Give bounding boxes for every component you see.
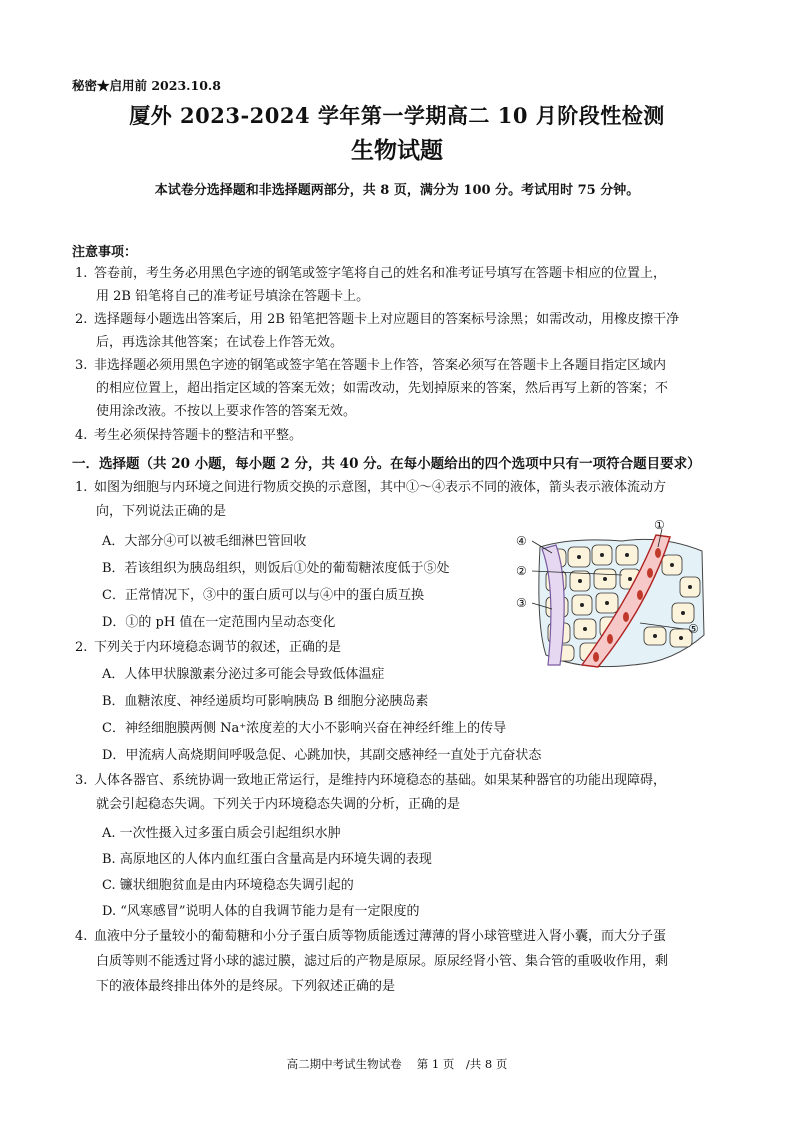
option-d: D．甲流病人高烧期间呼吸急促、心跳加快，其副交感神经一直处于亢奋状态 [102, 748, 542, 763]
notice-line: 考生必须保持答题卡的整洁和平整。 [94, 428, 303, 443]
notice-line: 后，再选涂其他答案；在试卷上作答无效。 [96, 335, 344, 350]
notice-number: 2. [75, 312, 88, 327]
option-a: A. 一次性摄入过多蛋白质会引起组织水肿 [102, 826, 341, 841]
tissue-diagram [512, 515, 708, 675]
question-stem: 向，下列说法正确的是 [96, 504, 227, 519]
question-stem: 白质等则不能透过肾小球的滤过膜，滤过后的产物是原尿。原尿经肾小管、集合管的重吸收作用，剩 [96, 954, 669, 969]
exam-intro: 本试卷分选择题和非选择题两部分，共 8 页，满分为 100 分。考试用时 75 分钟。 [154, 183, 640, 198]
notice-line: 选择题每小题选出答案后，用 2B 铅笔把答题卡上对应题目的答案标号涂黑；如需改动，用橡皮擦干净 [94, 312, 680, 327]
figure-label-1: ① [654, 518, 665, 532]
option-d: D. “风寒感冒”说明人体的自我调节能力是有一定限度的 [102, 904, 420, 919]
question-stem: 下的液体最终排出体外的是终尿。下列叙述正确的是 [96, 979, 396, 994]
question-number: 4. [75, 929, 88, 944]
option-b: B. 高原地区的人体内血红蛋白含量高是内环境失调的表现 [102, 852, 432, 867]
notice-line: 用 2B 铅笔将自己的准考证号填涂在答题卡上。 [96, 289, 370, 304]
exam-title: 厦外 2023-2024 学年第一学期高二 10 月阶段性检测 [129, 103, 665, 128]
question-number: 3. [75, 773, 88, 788]
option-d: D．①的 pH 值在一定范围内呈动态变化 [102, 615, 336, 630]
figure-label-3: ③ [516, 596, 527, 610]
option-a: A．人体甲状腺激素分泌过多可能会导致低体温症 [102, 667, 385, 682]
question-stem: 如图为细胞与内环境之间进行物质交换的示意图，其中①～④表示不同的液体，箭头表示液体流动方 [94, 480, 667, 495]
option-a: A．大部分④可以被毛细淋巴管回收 [102, 534, 307, 549]
figure-label-4: ④ [516, 534, 527, 548]
notice-number: 1. [75, 266, 88, 281]
notice-line: 非选择题必须用黑色字迹的钢笔或签字笔在答题卡上作答，答案必须写在答题卡上各题目指定区域内 [94, 358, 667, 373]
figure-label-2: ② [516, 564, 527, 578]
section-heading: 一．选择题（共 20 小题，每小题 2 分，共 40 分。在每小题给出的四个选项中只有一项符合题目要求） [72, 456, 701, 472]
exam-subtitle: 生物试题 [351, 137, 443, 164]
option-c: C．神经细胞膜两侧 Na⁺浓度差的大小不影响兴奋在神经纤维上的传导 [102, 721, 507, 736]
notice-line: 的相应位置上，超出指定区域的答案无效；如需改动，先划掉原来的答案，然后再写上新的答案；不 [96, 381, 669, 396]
question-number: 1. [75, 480, 88, 495]
page-footer: 高二期中考试生物试卷 第 1 页 /共 8 页 [286, 1057, 508, 1071]
question-stem: 就会引起稳态失调。下列关于内环境稳态失调的分析，正确的是 [96, 797, 461, 812]
option-b: B．若该组织为胰岛组织，则饭后①处的葡萄糖浓度低于⑤处 [102, 561, 450, 576]
figure-label-5: ⑤ [688, 622, 699, 636]
question-stem: 人体各器官、系统协调一致地正常运行，是维持内环境稳态的基础。如果某种器官的功能出现障碍， [94, 773, 667, 788]
option-c: C. 镰状细胞贫血是由内环境稳态失调引起的 [102, 878, 354, 893]
option-b: B．血糖浓度、神经递质均可影响胰岛 B 细胞分泌胰岛素 [102, 694, 429, 709]
question-stem: 血液中分子量较小的葡萄糖和小分子蛋白质等物质能透过薄薄的肾小球管壁进入肾小囊，而大分子蛋 [94, 929, 667, 944]
question-number: 2. [75, 640, 88, 655]
notice-heading: 注意事项： [72, 245, 138, 260]
notice-number: 3. [75, 358, 88, 373]
notice-line: 答卷前，考生务必用黑色字迹的钢笔或签字笔将自己的姓名和准考证号填写在答题卡相应的位置上， [94, 266, 667, 281]
question-stem: 下列关于内环境稳态调节的叙述，正确的是 [94, 640, 342, 655]
confidential-header: 秘密★启用前 2023.10.8 [72, 78, 221, 93]
notice-number: 4. [75, 428, 88, 443]
option-c: C．正常情况下，③中的蛋白质可以与④中的蛋白质互换 [102, 588, 424, 603]
notice-line: 使用涂改液。不按以上要求作答的答案无效。 [96, 404, 357, 419]
